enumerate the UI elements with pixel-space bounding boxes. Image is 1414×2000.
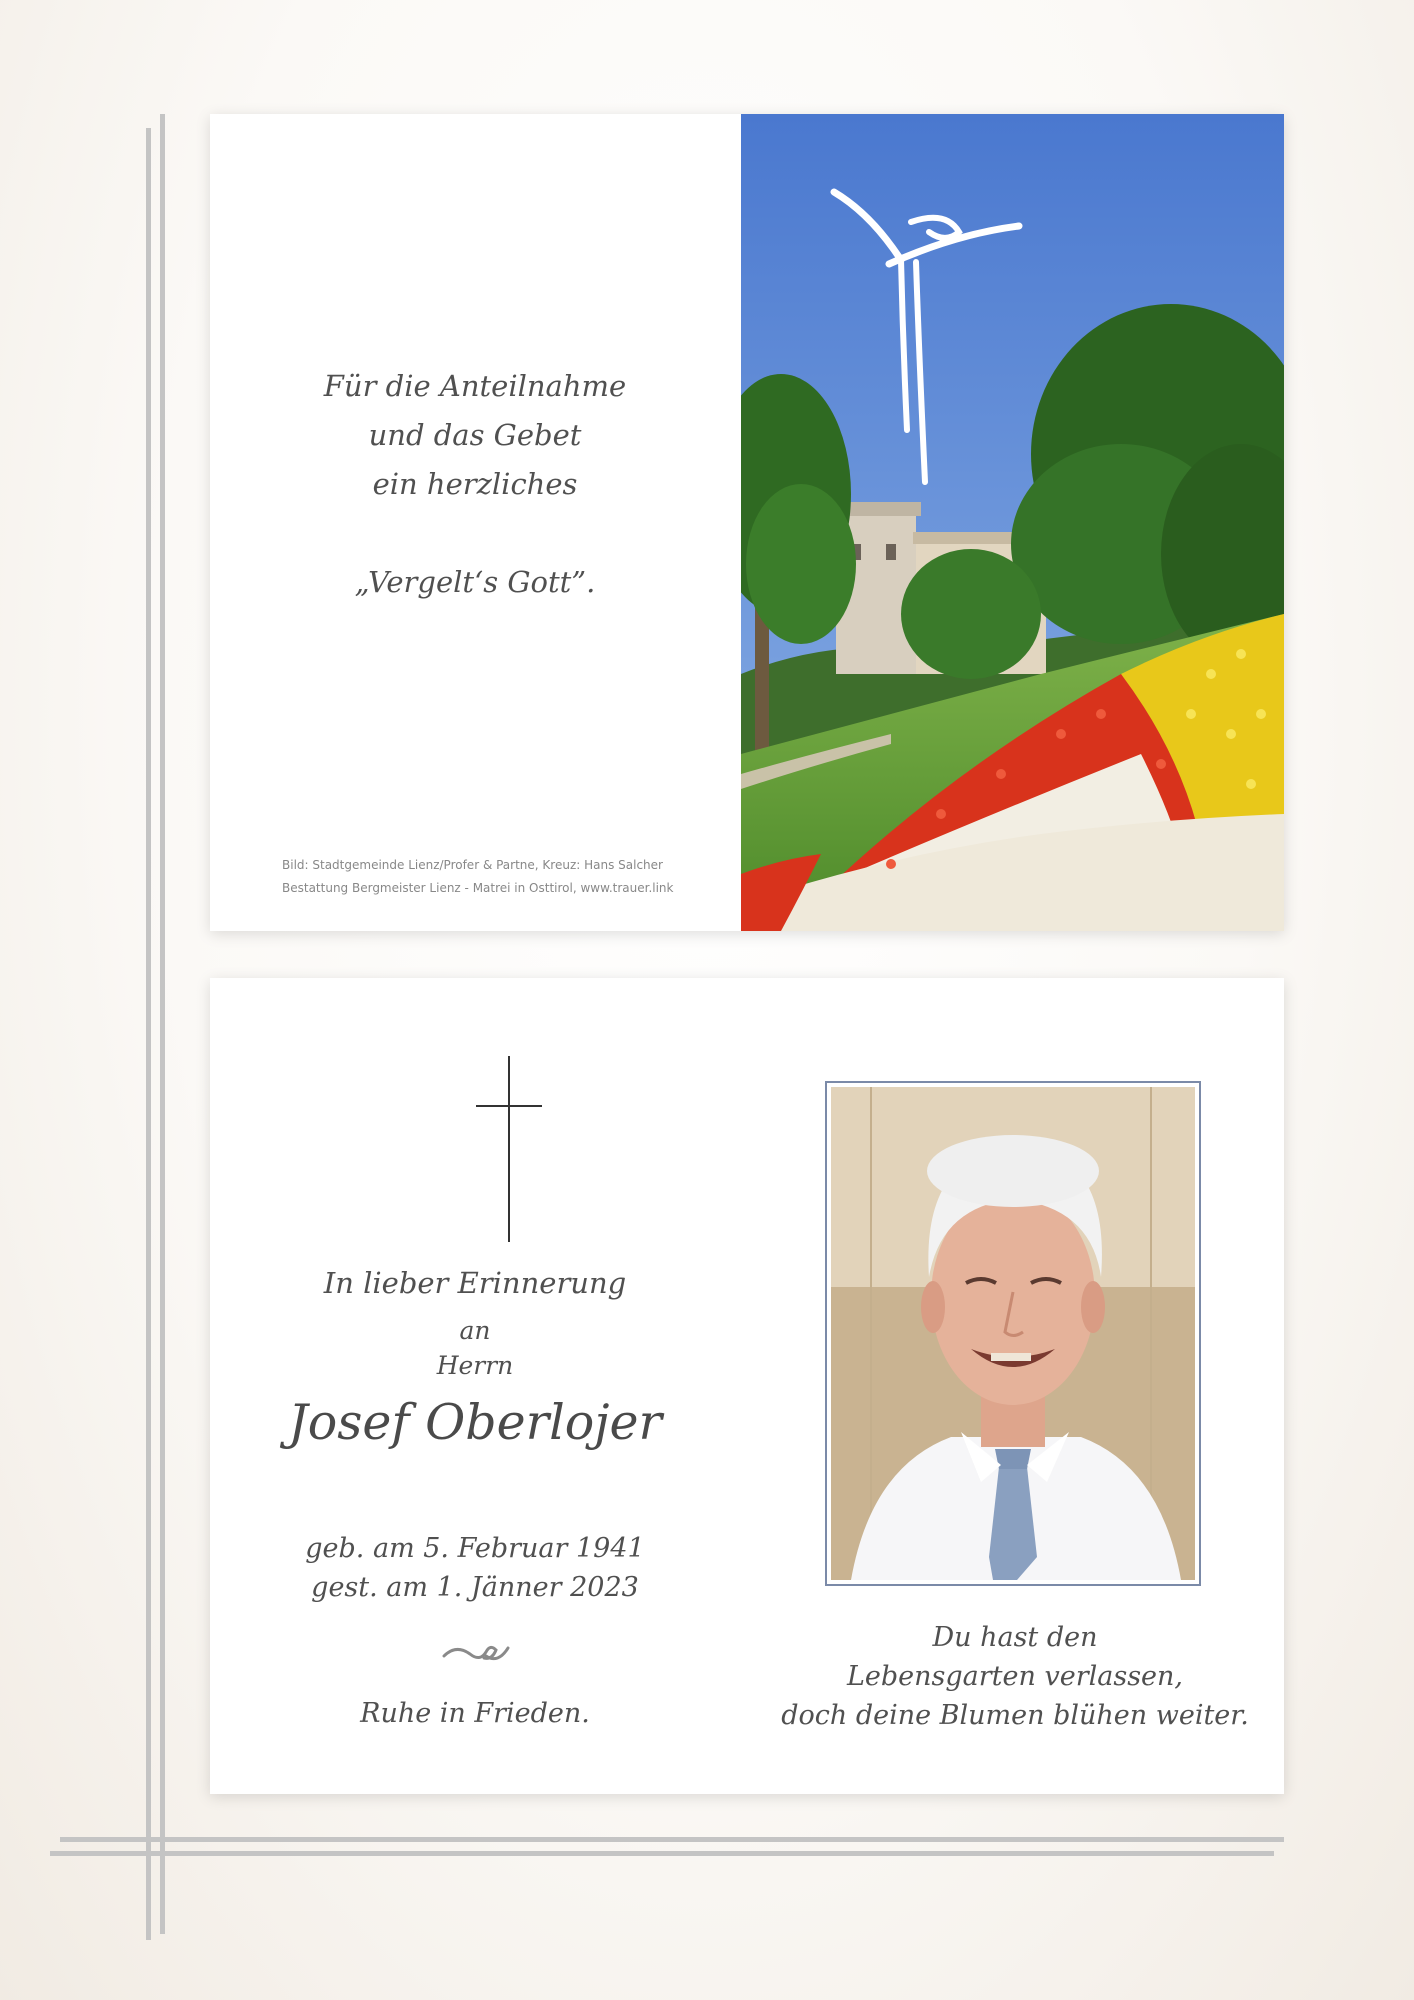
ornament-icon [440,1638,512,1666]
funeral-home-credit: Bestattung Bergmeister Lienz - Matrei in Osttirol, www.trauer.link [282,881,674,895]
thanks-message [210,362,740,607]
death-date: gest. am 1. Jänner 2023 [311,1572,639,1603]
image-credit: Bild: Stadtgemeinde Lienz/Profer & Partne, Kreuz: Hans Salcher [282,858,663,872]
rest-in-peace: Ruhe in Frieden. [360,1698,590,1729]
poem-line-1: Du hast den [932,1622,1098,1653]
portrait-frame [825,1081,1201,1586]
deceased-name: Josef Oberlojer [288,1394,662,1451]
cross-icon [474,1056,544,1242]
memorial-card [210,978,1284,1794]
thank-you-card [210,114,1284,931]
memorial-intro: In lieber Erinnerung [323,1266,627,1300]
thanks-line-2: und das Gebet [368,418,582,452]
credits [282,854,673,900]
poem-line-3: doch deine Blumen blühen weiter. [781,1700,1249,1731]
garden-castle-image [741,114,1284,931]
memorial-an: an [459,1316,491,1345]
thanks-quote: „Vergelt‘s Gott”. [354,565,596,599]
frame-line-horizontal-2 [50,1851,1274,1856]
birth-date: geb. am 5. Februar 1941 [305,1533,645,1564]
portrait-photo [831,1087,1195,1580]
memorial-text [210,978,740,1794]
frame-line-horizontal-1 [60,1837,1284,1842]
thanks-line-1: Für die Anteilnahme [323,369,627,403]
thanks-line-3: ein herzliches [372,467,578,501]
poem [770,1618,1260,1735]
frame-line-vertical-2 [160,114,165,1934]
frame-line-vertical-1 [146,128,151,1940]
poem-line-2: Lebensgarten verlassen, [846,1661,1184,1692]
memorial-herrn: Herrn [436,1351,514,1380]
